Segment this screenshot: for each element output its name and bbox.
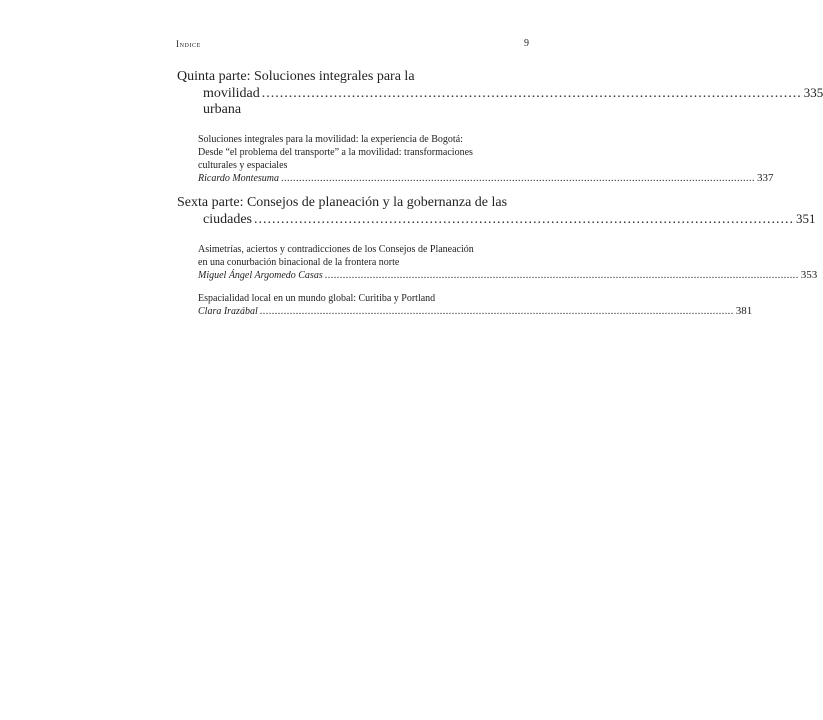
entry-author-row xyxy=(198,305,753,318)
leader-dots: .............................................................................................................................................................. xyxy=(281,173,756,184)
part-title-line: ciudades xyxy=(203,212,252,227)
toc-entry xyxy=(198,243,818,282)
leader-dots: .............................................................................................................................................................. xyxy=(259,306,734,317)
entry-author: Clara Irazábal xyxy=(198,306,258,317)
running-head: Indice xyxy=(176,39,201,49)
page-number: 9 xyxy=(524,38,529,49)
entry-author-row xyxy=(198,269,818,282)
part-title-line: Quinta parte: Soluciones integrales para la xyxy=(177,69,415,84)
part-title-row xyxy=(177,211,816,228)
part-title-line: movilidad urbana xyxy=(203,86,260,117)
leader-dots: .............................................................................................................................................................. xyxy=(324,270,799,281)
toc-entry xyxy=(198,133,774,185)
entry-author: Ricardo Montesuma xyxy=(198,173,280,184)
entry-page-number: 381 xyxy=(735,305,753,317)
entry-title-line: Espacialidad local en un mundo global: Curitiba y Portland xyxy=(198,293,436,304)
entry-page-number: 337 xyxy=(757,172,774,184)
toc-entry xyxy=(198,292,753,318)
entry-title-line: Soluciones integrales para la movilidad: la experiencia de Bogotá: xyxy=(198,134,463,145)
entry-title-line: culturales y espaciales xyxy=(198,160,288,171)
part-page-number: 351 xyxy=(795,211,816,226)
table-of-contents xyxy=(177,69,823,328)
entry-author: Miguel Ángel Argomedo Casas xyxy=(198,270,323,281)
toc-part-quinta xyxy=(177,69,823,118)
entry-title-line: en una conurbación binacional de la frontera norte xyxy=(198,257,400,268)
entry-title-line: Asimetrías, aciertos y contradicciones de los Consejos de Planeación xyxy=(198,244,474,255)
toc-part-sexta xyxy=(177,195,816,228)
entry-title-line: Desde “el problema del transporte” a la movilidad: transformaciones xyxy=(198,147,473,158)
part-title-line: Sexta parte: Consejos de planeación y la gobernanza de las xyxy=(177,195,508,210)
entry-author-row xyxy=(198,172,774,185)
entry-page-number: 353 xyxy=(800,269,818,281)
part-title-row xyxy=(177,85,823,118)
leader-dots: ........................................................................................................................ xyxy=(253,212,794,227)
leader-dots: ........................................................................................................................ xyxy=(261,86,802,101)
part-page-number: 335 xyxy=(803,85,823,100)
